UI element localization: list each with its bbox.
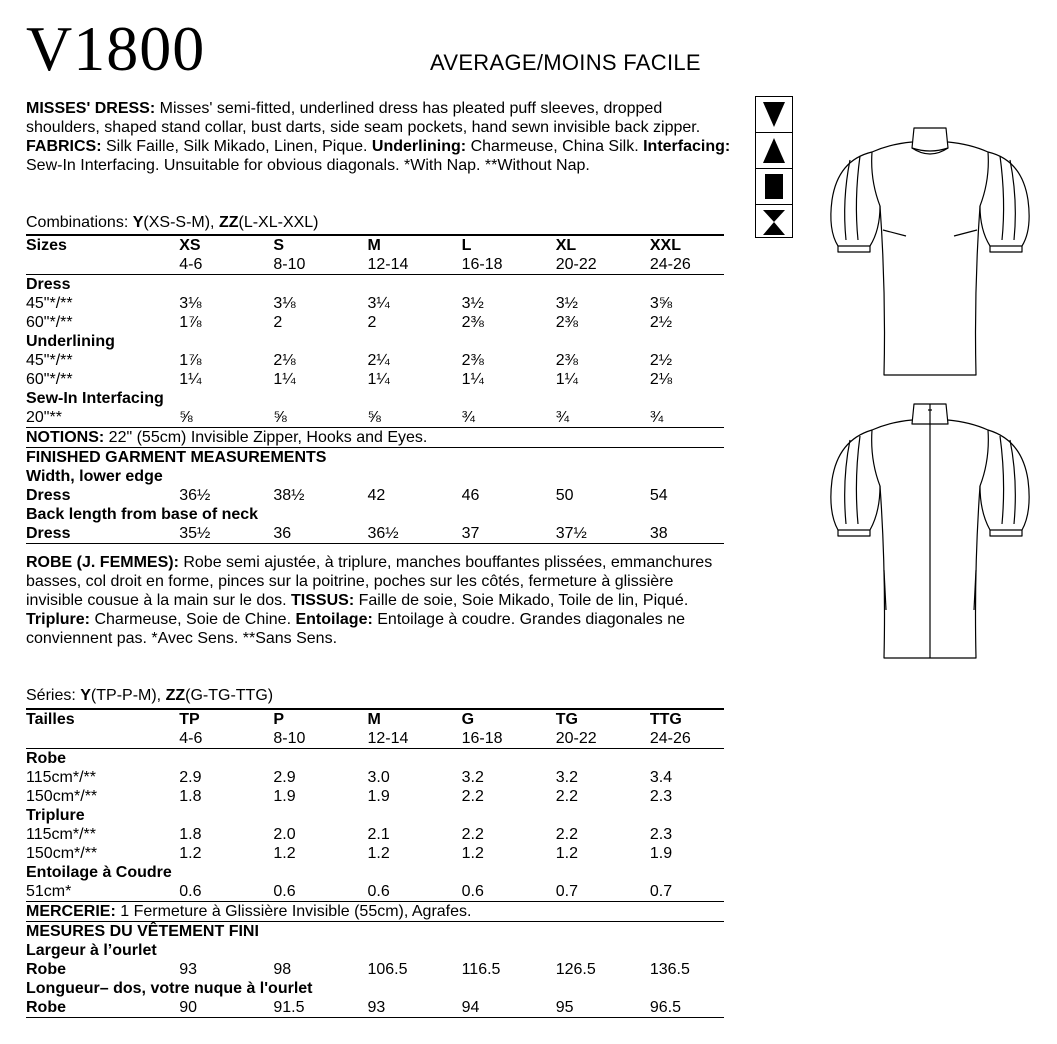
sizes-label: Tailles — [26, 709, 179, 729]
size-code: L — [462, 235, 556, 255]
french.combinations_parts-segment: (TP-P-M), — [90, 687, 166, 704]
fabric-heading: Triplure — [26, 807, 85, 824]
measurement-value: 93 — [179, 961, 198, 978]
french.combinations_parts-segment: Y — [80, 687, 91, 704]
yardage-value: 2.9 — [273, 769, 296, 786]
measurement-value: 136.5 — [649, 961, 690, 978]
measurement-value: 96.5 — [650, 998, 724, 1018]
square-icon — [756, 169, 792, 205]
size-range: 20-22 — [556, 729, 650, 749]
french.combinations_parts-segment: ZZ — [165, 687, 186, 704]
measurement-heading: Largeur à l’ourlet — [26, 942, 157, 959]
english.description_parts-segment: Interfacing: — [643, 138, 731, 155]
french-table — [26, 708, 724, 1018]
sizes-label: Sizes — [26, 235, 179, 255]
measurement-heading: Longueur– dos, votre nuque à l'ourlet — [26, 980, 313, 997]
fabric-width-label: 45"*/** — [26, 352, 73, 369]
english-combinations — [26, 213, 319, 232]
size-code: XS — [179, 235, 273, 255]
size-code: XXL — [650, 235, 724, 255]
english.combinations_parts-segment: (L-XL-XXL) — [238, 214, 319, 231]
size-code: G — [462, 709, 556, 729]
yardage-value: 2.3 — [649, 788, 673, 805]
english.combinations_parts-segment: (XS-S-M), — [143, 214, 219, 231]
french-combinations — [26, 686, 273, 705]
french.description_parts-segment: Charmeuse, Soie de Chine. — [90, 611, 296, 628]
size-range: 16-18 — [462, 255, 556, 275]
measurement-value: 37 — [462, 524, 556, 544]
yardage-value: 1⅞ — [179, 352, 202, 369]
yardage-value: 3½ — [461, 295, 484, 312]
yardage-value: 2.2 — [461, 788, 484, 805]
yardage-value: 2½ — [649, 352, 673, 369]
yardage-value: 2.9 — [179, 769, 202, 786]
notions-row — [26, 428, 724, 448]
back-view-drawing — [820, 400, 1040, 665]
yardage-value: ¾ — [462, 408, 556, 428]
french.combinations_parts-segment: Séries: — [26, 687, 81, 704]
size-range: 4-6 — [179, 255, 273, 275]
english.description_parts-segment: Misses' semi-fitted, underlined dress has pleated puff sleeves, dropped shoulders, shaped stand collar, bust darts, side seam pockets, hand sewn invisible back zipper. — [26, 100, 701, 136]
yardage-value: 2⅜ — [555, 352, 578, 369]
size-range: 24-26 — [650, 729, 724, 749]
size-range: 12-14 — [367, 729, 461, 749]
measurement-label: Dress — [26, 524, 179, 544]
size-range: 12-14 — [367, 255, 461, 275]
yardage-value: 2.0 — [273, 826, 296, 843]
yardage-value: 1¼ — [461, 371, 484, 388]
fabric-heading: Entoilage à Coudre — [26, 864, 172, 881]
size-code: S — [273, 235, 367, 255]
finished-title: FINISHED GARMENT MEASUREMENTS — [26, 449, 327, 466]
yardage-value: 3⅛ — [273, 295, 296, 312]
measurement-value: 37½ — [556, 524, 650, 544]
triangle-down-icon — [756, 97, 792, 133]
size-code: TG — [556, 709, 650, 729]
yardage-value: 3.2 — [461, 769, 484, 786]
english.description_parts-segment: Charmeuse, China Silk. — [466, 138, 644, 155]
fabric-width-label: 150cm*/** — [26, 845, 98, 862]
yardage-value: 3⅝ — [649, 295, 673, 312]
measurement-label: Robe — [26, 998, 179, 1018]
fabric-heading: Dress — [26, 276, 71, 293]
measurement-label: Robe — [26, 961, 66, 978]
yardage-value: 2⅛ — [649, 371, 673, 388]
yardage-value: 2⅜ — [555, 314, 578, 331]
fabric-width-label: 115cm*/** — [26, 826, 96, 843]
yardage-value: 0.6 — [367, 882, 461, 902]
front-view-drawing — [820, 120, 1040, 385]
notions-text: 22" (55cm) Invisible Zipper, Hooks and Eyes. — [104, 429, 428, 446]
yardage-value: 1.2 — [461, 845, 484, 862]
measurement-heading: Width, lower edge — [26, 468, 163, 485]
yardage-value: 0.6 — [273, 882, 367, 902]
yardage-value: ⅝ — [179, 408, 273, 428]
measurement-value: 36½ — [179, 487, 211, 504]
measurement-value: 54 — [649, 487, 668, 504]
measurement-value: 106.5 — [367, 961, 408, 978]
yardage-value: 3.4 — [649, 769, 673, 786]
yardage-value: 1.9 — [649, 845, 673, 862]
size-code: M — [367, 235, 461, 255]
yardage-value: ¾ — [650, 408, 724, 428]
yardage-value: 3.2 — [555, 769, 578, 786]
measurement-value: 46 — [461, 487, 480, 504]
yardage-value: 1.9 — [273, 788, 296, 805]
yardage-value: 2⅜ — [461, 352, 484, 369]
yardage-value: 0.7 — [650, 882, 724, 902]
yardage-value: 1.2 — [555, 845, 578, 862]
yardage-value: 3¼ — [367, 295, 390, 312]
size-range: 4-6 — [179, 729, 273, 749]
yardage-value: 1¼ — [367, 371, 390, 388]
yardage-value: 3⅛ — [179, 295, 202, 312]
yardage-value: ⅝ — [367, 408, 461, 428]
measurement-value: 36 — [273, 524, 367, 544]
yardage-value: 2.2 — [461, 826, 484, 843]
notions-text: 1 Fermeture à Glissière Invisible (55cm), Agrafes. — [115, 903, 472, 920]
size-range: 16-18 — [462, 729, 556, 749]
fabric-width-label: 115cm*/** — [26, 769, 96, 786]
french.description_parts-segment: Entoilage: — [295, 611, 373, 628]
fabric-width-label: 45"*/** — [26, 295, 73, 312]
yardage-value: 2.1 — [367, 826, 390, 843]
english.combinations_parts-segment: ZZ — [218, 214, 239, 231]
measurement-value: 98 — [273, 961, 292, 978]
notions-label: NOTIONS: — [26, 429, 105, 446]
english.description_parts-segment: MISSES' DRESS: — [26, 100, 156, 117]
size-range: 8-10 — [273, 729, 367, 749]
french.description_parts-segment: ROBE (J. FEMMES): — [26, 554, 179, 571]
yardage-value: 1.2 — [179, 845, 202, 862]
size-code: XL — [556, 235, 650, 255]
english.description_parts-segment: FABRICS: — [26, 138, 102, 155]
yardage-value: 2⅛ — [273, 352, 296, 369]
yardage-value: 0.6 — [462, 882, 556, 902]
spacer-cell — [26, 255, 179, 275]
size-code: TP — [179, 709, 273, 729]
measurement-value: 50 — [555, 487, 574, 504]
english.combinations_parts-segment: Combinations: — [26, 214, 133, 231]
spacer-cell — [26, 729, 179, 749]
size-code: TTG — [650, 709, 724, 729]
difficulty-label: AVERAGE/MOINS FACILE — [430, 50, 701, 75]
yardage-value: 0.7 — [556, 882, 650, 902]
yardage-value: 2⅜ — [461, 314, 484, 331]
notions-row — [26, 902, 724, 922]
measurement-value: 35½ — [179, 524, 273, 544]
measurement-value: 93 — [367, 998, 461, 1018]
measurement-value: 42 — [367, 487, 386, 504]
yardage-value: 2.3 — [649, 826, 673, 843]
triangle-up-icon — [756, 133, 792, 169]
french.description_parts-segment: Robe semi ajustée, à triplure, manches bouffantes plissées, emmanchures basses, col droit en forme, pinces sur la poitrine, poches sur les côtés, fermeture à glissière invisible cousue à la main sur le dos. — [26, 554, 713, 609]
yardage-value: 1¼ — [273, 371, 296, 388]
french.description_parts-segment: Triplure: — [26, 611, 91, 628]
measurement-value: 126.5 — [555, 961, 596, 978]
yardage-value: ⅝ — [273, 408, 367, 428]
size-range: 24-26 — [650, 255, 724, 275]
english.description_parts-segment: Sew-In Interfacing. Unsuitable for obvious diagonals. *With Nap. **Without Nap. — [26, 157, 590, 174]
french.description_parts-segment: Faille de soie, Soie Mikado, Toile de lin, Piqué. — [354, 592, 689, 609]
fabric-width-label: 20"** — [26, 408, 179, 428]
fabric-width-label: 60"*/** — [26, 371, 73, 388]
english.combinations_parts-segment: Y — [132, 214, 144, 231]
yardage-value: 1.8 — [179, 788, 202, 805]
yardage-value: 1¼ — [179, 371, 202, 388]
yardage-value: 3.0 — [367, 769, 390, 786]
size-code: M — [367, 709, 461, 729]
measurement-value: 91.5 — [273, 998, 367, 1018]
yardage-value: 2.2 — [555, 826, 578, 843]
finished-title: MESURES DU VÊTEMENT FINI — [26, 923, 259, 940]
french.description_parts-segment: Entoilage à coudre. Grandes diagonales ne conviennent pas. *Avec Sens. **Sans Sens. — [26, 611, 686, 647]
french-description — [26, 553, 731, 648]
yardage-value: 2 — [273, 314, 283, 331]
english.description_parts-segment: Underlining: — [371, 138, 467, 155]
hourglass-icon — [756, 205, 792, 240]
measurement-value: 94 — [462, 998, 556, 1018]
cutting-symbols — [755, 96, 793, 238]
size-code: P — [273, 709, 367, 729]
yardage-value: 1.9 — [367, 788, 390, 805]
english-table — [26, 234, 724, 544]
measurement-value: 116.5 — [461, 961, 501, 978]
size-range: 20-22 — [556, 255, 650, 275]
measurement-value: 90 — [179, 998, 273, 1018]
pattern-number: V1800 — [26, 13, 206, 84]
french.combinations_parts-segment: (G-TG-TTG) — [185, 687, 274, 704]
yardage-value: 1.2 — [367, 845, 390, 862]
measurement-value: 95 — [556, 998, 650, 1018]
yardage-value: 2.2 — [555, 788, 578, 805]
yardage-value: 1⅞ — [179, 314, 202, 331]
measurement-value: 38½ — [273, 487, 305, 504]
measurement-value: 38 — [650, 524, 724, 544]
english-description — [26, 99, 731, 175]
fabric-width-label: 60"*/** — [26, 314, 73, 331]
fabric-heading: Sew-In Interfacing — [26, 390, 164, 407]
fabric-heading: Underlining — [26, 333, 115, 350]
fabric-width-label: 150cm*/** — [26, 788, 98, 805]
yardage-value: 1.2 — [273, 845, 296, 862]
english.description_parts-segment: Silk Faille, Silk Mikado, Linen, Pique. — [101, 138, 372, 155]
french.description_parts-segment: TISSUS: — [291, 592, 355, 609]
measurement-label: Dress — [26, 487, 71, 504]
yardage-value: 2¼ — [367, 352, 390, 369]
fabric-width-label: 51cm* — [26, 882, 179, 902]
yardage-value: 2 — [367, 314, 377, 331]
measurement-value: 36½ — [367, 524, 461, 544]
yardage-value: 1.8 — [179, 826, 202, 843]
yardage-value: 1¼ — [555, 371, 578, 388]
yardage-value: 2½ — [649, 314, 673, 331]
measurement-heading: Back length from base of neck — [26, 506, 259, 523]
yardage-value: 3½ — [555, 295, 578, 312]
fabric-heading: Robe — [26, 750, 66, 767]
size-range: 8-10 — [273, 255, 367, 275]
notions-label: MERCERIE: — [26, 903, 116, 920]
yardage-value: 0.6 — [179, 882, 273, 902]
yardage-value: ¾ — [556, 408, 650, 428]
